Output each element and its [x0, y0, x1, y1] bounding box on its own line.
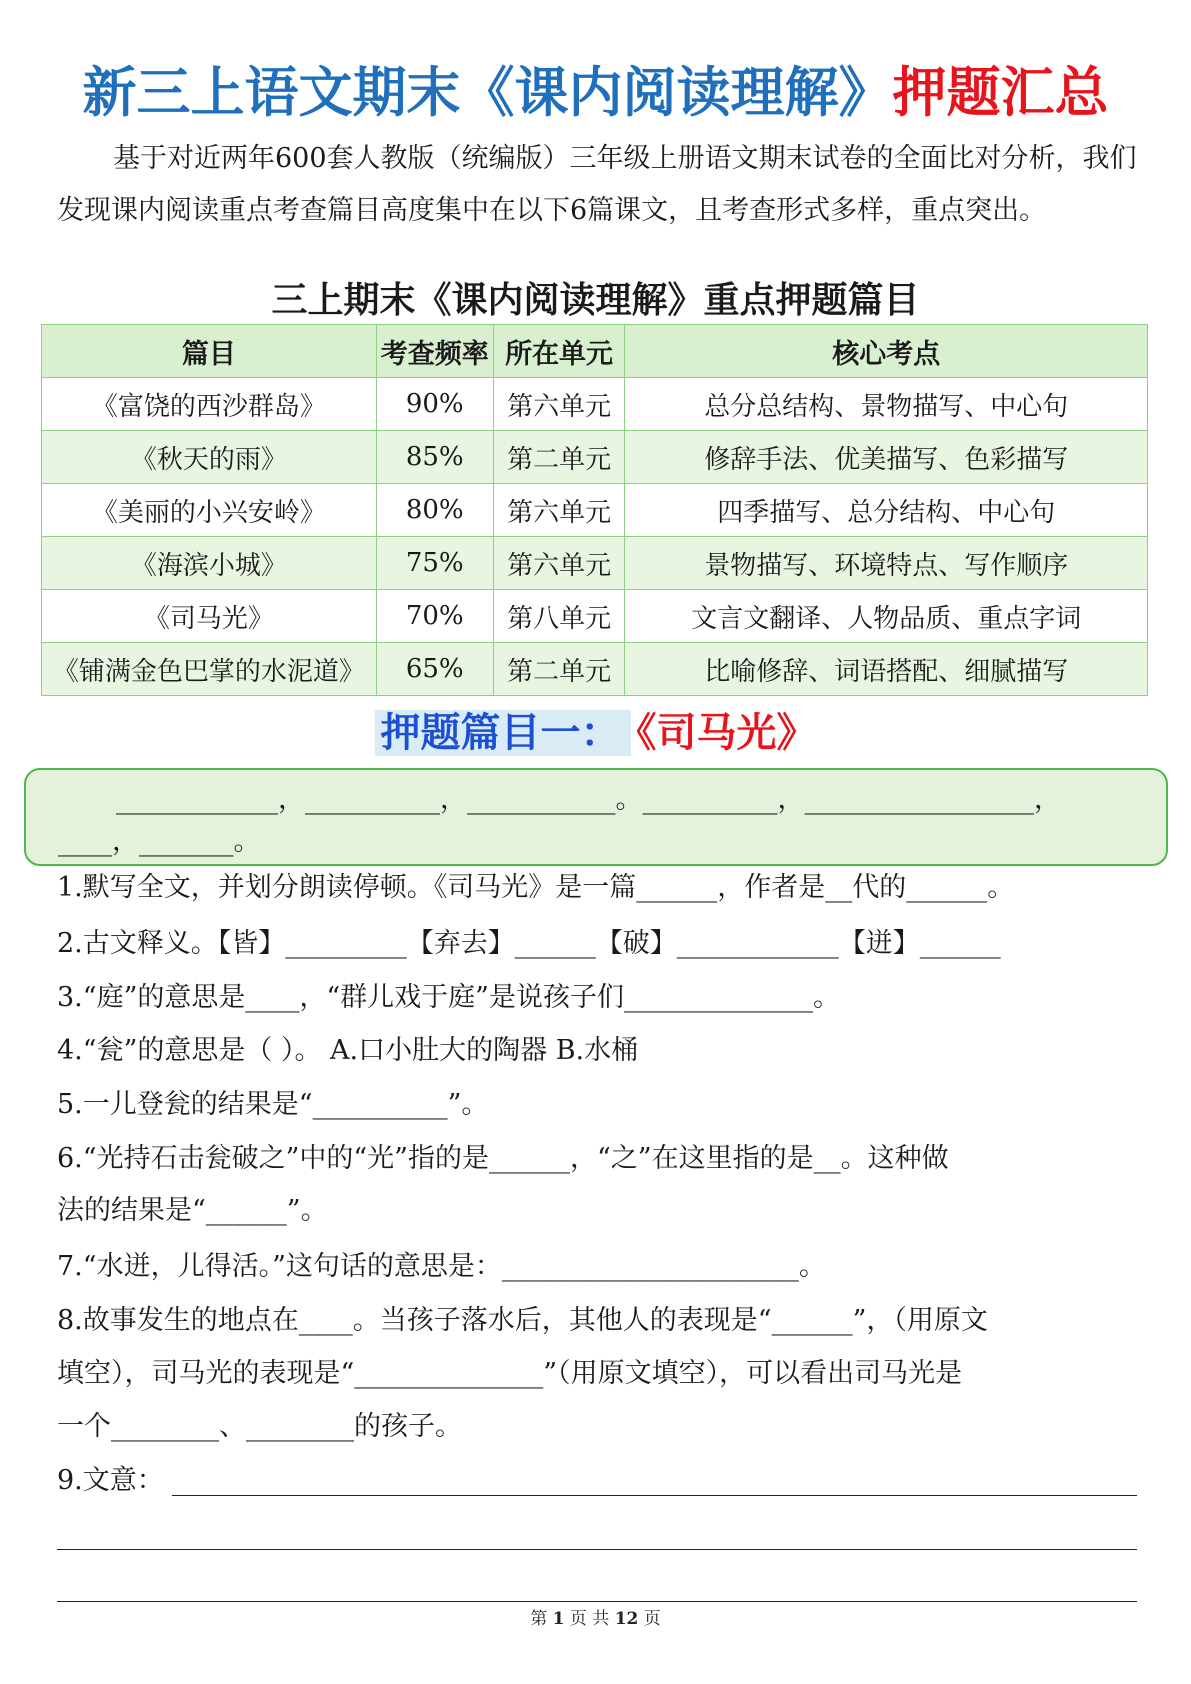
answer-line-1[interactable] [172, 1495, 1137, 1496]
header-title: 篇目 [42, 325, 377, 378]
cell-title: 《海滨小城》 [42, 537, 377, 590]
cell-frequency: 65% [376, 643, 493, 696]
cell-title: 《美丽的小兴安岭》 [42, 484, 377, 537]
section-label: 押题篇目一： [375, 710, 631, 756]
question-6-line-2: 法的结果是“______”。 [57, 1195, 328, 1226]
section-text-name: 《司马光》 [636, 710, 817, 756]
question-5: 5.一儿登瓮的结果是“__________”。 [57, 1089, 489, 1120]
key-texts-table [41, 324, 1148, 696]
cell-unit: 第六单元 [493, 378, 625, 431]
dictation-blank-box [24, 768, 1168, 866]
cell-unit: 第二单元 [493, 431, 625, 484]
intro-paragraph [57, 133, 1137, 237]
cell-title: 《秋天的雨》 [42, 431, 377, 484]
cell-frequency: 90% [376, 378, 493, 431]
table-title: 三上期末《课内阅读理解》重点押题篇目 [271, 280, 920, 321]
table-row [42, 643, 1148, 696]
question-8-line-3: 一个________、________的孩子。 [57, 1411, 462, 1442]
table-row [42, 431, 1148, 484]
question-9: 9.文意： [57, 1465, 164, 1496]
cell-title: 《铺满金色巴掌的水泥道》 [42, 643, 377, 696]
cell-frequency: 75% [376, 537, 493, 590]
question-7: 7.“水迸，儿得活。”这句话的意思是：______________________。 [57, 1251, 826, 1282]
cell-points: 景物描写、环境特点、写作顺序 [625, 537, 1148, 590]
footer-suffix: 页 [643, 1609, 661, 1629]
title-part-2: 《课内阅读理解》 [460, 61, 893, 124]
section-heading [0, 704, 1191, 762]
question-2: 2.古文释义。【皆】_________【弃去】______【破】____________【迸】______ [57, 928, 1001, 959]
table-row [42, 537, 1148, 590]
cell-frequency: 80% [376, 484, 493, 537]
cell-unit: 第六单元 [493, 537, 625, 590]
table-row [42, 590, 1148, 643]
page-footer [0, 1607, 1191, 1631]
title-part-3: 押题汇总 [892, 61, 1109, 124]
cell-unit: 第六单元 [493, 484, 625, 537]
footer-middle: 页 共 [569, 1609, 610, 1629]
cell-unit: 第二单元 [493, 643, 625, 696]
header-points: 核心考点 [625, 325, 1148, 378]
cell-frequency: 85% [376, 431, 493, 484]
blank-line-2[interactable]: ____，_______。 [58, 826, 261, 857]
answer-line-2[interactable] [57, 1549, 1137, 1550]
cell-frequency: 70% [376, 590, 493, 643]
cell-points: 四季描写、总分结构、中心句 [625, 484, 1148, 537]
footer-total-pages: 12 [614, 1609, 639, 1629]
cell-points: 总分总结构、景物描写、中心句 [625, 378, 1148, 431]
blank-line-1[interactable]: ____________，__________，___________。__________，_________________， [116, 784, 1061, 815]
cell-unit: 第八单元 [493, 590, 625, 643]
question-8-line-2: 填空），司马光的表现是“______________”（用原文填空），可以看出司马光是 [57, 1358, 963, 1389]
intro-text: 基于对近两年600套人教版（统编版）三年级上册语文期末试卷的全面比对分析，我们发现课内阅读重点考查篇目高度集中在以下6篇课文，且考查形式多样，重点突出。 [57, 143, 1137, 226]
title-part-1: 新三上语文期末 [82, 61, 461, 124]
cell-title: 《富饶的西沙群岛》 [42, 378, 377, 431]
table-row [42, 484, 1148, 537]
question-8-line-1: 8.故事发生的地点在____。当孩子落水后，其他人的表现是“______”，（用原文 [57, 1305, 988, 1336]
header-frequency: 考查频率 [376, 325, 493, 378]
question-6-line-1: 6.“光持石击瓮破之”中的“光”指的是______，“之”在这里指的是__。这种做 [57, 1143, 949, 1174]
cell-title: 《司马光》 [42, 590, 377, 643]
footer-page-number: 1 [552, 1609, 565, 1629]
question-3: 3.“庭”的意思是____，“群儿戏于庭”是说孩子们______________。 [57, 982, 840, 1013]
table-header-row [42, 325, 1148, 378]
cell-points: 修辞手法、优美描写、色彩描写 [625, 431, 1148, 484]
table-row [42, 378, 1148, 431]
footer-prefix: 第 [530, 1609, 548, 1629]
answer-line-3[interactable] [57, 1601, 1137, 1602]
header-unit: 所在单元 [493, 325, 625, 378]
question-1: 1.默写全文，并划分朗读停顿。《司马光》是一篇______，作者是__代的______。 [57, 872, 1015, 903]
question-4: 4.“瓮”的意思是（ ）。 A.口小肚大的陶器 B.水桶 [57, 1035, 639, 1066]
page-title [0, 55, 1191, 131]
cell-points: 文言文翻译、人物品质、重点字词 [625, 590, 1148, 643]
cell-points: 比喻修辞、词语搭配、细腻描写 [625, 643, 1148, 696]
